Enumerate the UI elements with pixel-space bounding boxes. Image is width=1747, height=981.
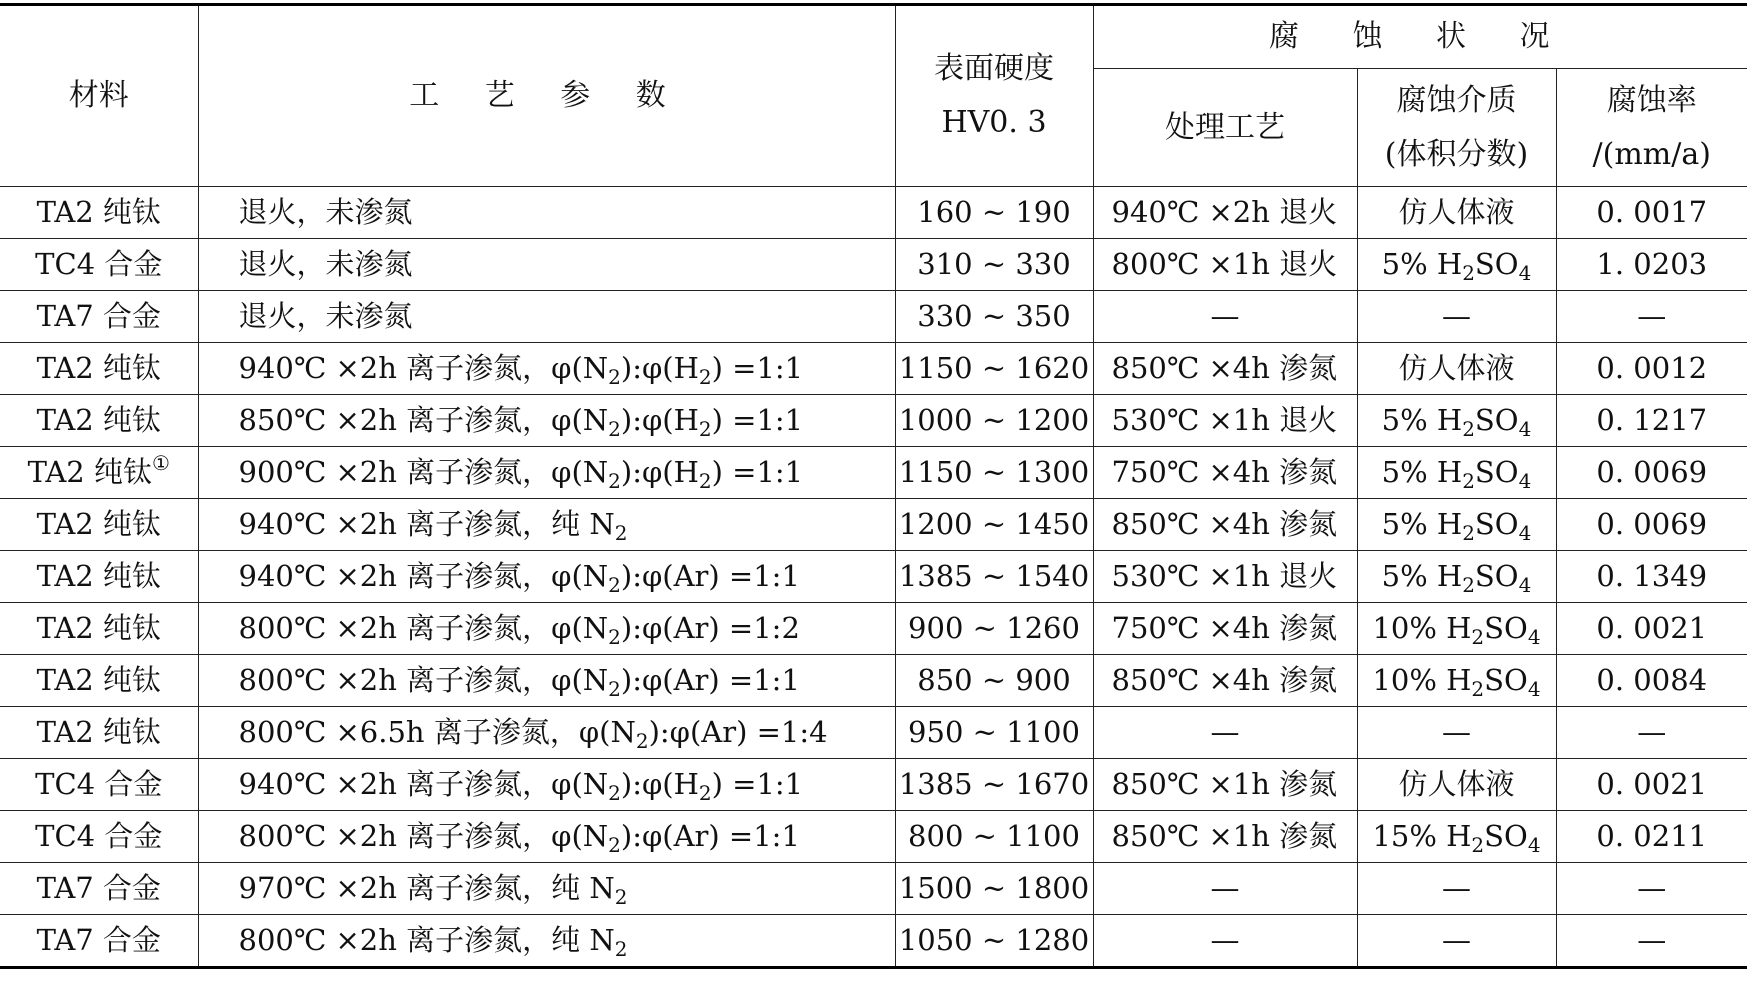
cell-treatment [1093,395,1357,447]
cell-process-params [198,551,895,603]
cell-hardness [895,447,1093,499]
cell-medium-text: 仿人体液 [1398,351,1515,385]
cell-hardness-text: 160 ~ 190 [917,195,1071,229]
cell-treatment [1093,343,1357,395]
cell-hardness [895,863,1093,915]
cell-medium [1357,603,1556,655]
cell-material-text: TA2 纯钛 [36,403,161,437]
cell-treatment-text: 800℃ ×1h 退火 [1111,247,1338,281]
cell-medium-text: 15% $H_2SO_4$ [1372,819,1541,857]
header-treatment: 处理工艺 [1093,69,1357,187]
cell-material-text: TA7 合金 [36,299,161,333]
table-row [0,655,1747,707]
cell-material [0,863,198,915]
cell-hardness [895,343,1093,395]
cell-medium-text: 5% $H_2SO_4$ [1381,559,1532,597]
cell-material-text: TA2 纯钛 [36,195,161,229]
table-row [0,551,1747,603]
table-row [0,291,1747,343]
cell-rate-text: 0. 0069 [1596,455,1708,489]
cell-rate-text: 0. 1217 [1596,403,1708,437]
cell-rate [1556,863,1747,915]
cell-process-params-text: 900℃ ×2h 离子渗氮，$\varphi(N_2):\varphi(H_2)$ =1:1 [238,455,804,493]
table-row [0,395,1747,447]
cell-treatment-text: 850℃ ×4h 渗氮 [1111,663,1338,697]
cell-hardness [895,811,1093,863]
cell-treatment [1093,915,1357,968]
cell-medium [1357,239,1556,291]
cell-material [0,551,198,603]
cell-medium [1357,655,1556,707]
cell-treatment-text: — [1210,299,1240,333]
header-hardness [895,5,1093,187]
cell-hardness [895,499,1093,551]
cell-rate-text: 0. 0012 [1596,351,1708,385]
cell-rate [1556,343,1747,395]
cell-hardness [895,395,1093,447]
cell-rate [1556,239,1747,291]
cell-hardness [895,915,1093,968]
header-medium-line1: 腐蚀介质 [1396,82,1517,118]
cell-material-text: TA7 合金 [36,923,161,957]
cell-hardness-text: 1150 ~ 1300 [898,455,1090,489]
cell-material [0,811,198,863]
cell-process-params [198,395,895,447]
cell-material [0,395,198,447]
header-hardness-line1: 表面硬度 [934,51,1054,86]
cell-rate [1556,395,1747,447]
cell-material [0,707,198,759]
table-row [0,343,1747,395]
cell-material [0,291,198,343]
cell-material-text: TA2 纯钛 [36,611,161,645]
cell-treatment [1093,447,1357,499]
cell-medium-text: — [1442,299,1471,333]
cell-process-params-text: 800℃ ×2h 离子渗氮，$\varphi(N_2):\varphi(Ar)$ =1:1 [238,819,800,857]
cell-rate [1556,655,1747,707]
cell-medium [1357,811,1556,863]
cell-hardness-text: 1385 ~ 1670 [898,767,1090,801]
cell-treatment-text: 850℃ ×1h 渗氮 [1111,767,1338,801]
cell-rate [1556,759,1747,811]
header-rate [1556,69,1747,187]
cell-medium-text: — [1442,715,1471,749]
nitriding-corrosion-table [0,3,1747,969]
cell-process-params [198,863,895,915]
table-body [0,187,1747,968]
cell-process-params [198,655,895,707]
cell-process-params-text: 退火，未渗氮 [238,247,413,281]
cell-treatment [1093,499,1357,551]
cell-medium-text: 5% $H_2SO_4$ [1381,403,1532,441]
cell-process-params-text: 940℃ ×2h 离子渗氮，$\varphi(N_2):\varphi(Ar)$ =1:1 [238,559,800,597]
cell-rate [1556,291,1747,343]
cell-rate-text: 0. 0069 [1596,507,1708,541]
cell-process-params [198,447,895,499]
header-rate-line2: /(mm/a) [1592,136,1711,172]
cell-rate-text: — [1637,299,1667,333]
cell-material-text: TC4 合金 [35,819,163,853]
cell-treatment-text: 850℃ ×4h 渗氮 [1111,507,1338,541]
cell-treatment [1093,759,1357,811]
cell-process-params [198,811,895,863]
header-material: 材料 [0,5,198,187]
cell-hardness-text: 1500 ~ 1800 [898,871,1090,905]
cell-process-params-text: 970℃ ×2h 离子渗氮，纯 $N_2$ [238,871,628,909]
cell-medium [1357,187,1556,239]
cell-rate-text: 0. 0211 [1596,819,1708,853]
cell-process-params [198,499,895,551]
cell-medium-text: 5% $H_2SO_4$ [1381,247,1532,285]
cell-hardness-text: 1150 ~ 1620 [898,351,1090,385]
cell-treatment-text: 530℃ ×1h 退火 [1111,403,1338,437]
cell-material [0,655,198,707]
cell-material-text: TA2 纯钛 [27,455,152,489]
cell-medium-text: 仿人体液 [1398,767,1515,801]
cell-rate-text: 0. 0021 [1596,767,1708,801]
cell-material-text: TA7 合金 [36,871,161,905]
cell-material [0,759,198,811]
cell-rate [1556,707,1747,759]
cell-medium [1357,291,1556,343]
cell-treatment-text: — [1210,871,1240,905]
cell-material-text: TC4 合金 [35,247,163,281]
cell-rate-text: 0. 0017 [1596,195,1708,229]
cell-material [0,343,198,395]
cell-hardness [895,239,1093,291]
cell-material-text: TA2 纯钛 [36,663,161,697]
cell-material [0,915,198,968]
cell-hardness-text: 310 ~ 330 [917,247,1071,281]
cell-rate-text: 1. 0203 [1596,247,1708,281]
cell-treatment [1093,655,1357,707]
header-process-params: 工 艺 参 数 [198,5,895,187]
header-corrosion: 腐 蚀 状 况 [1093,5,1747,69]
header-rate-line1: 腐蚀率 [1606,82,1697,118]
cell-rate-text: — [1637,923,1667,957]
cell-treatment [1093,551,1357,603]
cell-treatment-text: 750℃ ×4h 渗氮 [1111,455,1338,489]
cell-treatment-text: 530℃ ×1h 退火 [1111,559,1338,593]
cell-material-text: TA2 纯钛 [36,507,161,541]
cell-hardness [895,707,1093,759]
table-row [0,915,1747,968]
cell-medium [1357,499,1556,551]
cell-treatment-text: 750℃ ×4h 渗氮 [1111,611,1338,645]
cell-rate-text: 0. 1349 [1596,559,1708,593]
table-header [0,5,1747,187]
cell-process-params-text: 940℃ ×2h 离子渗氮，纯 $N_2$ [238,507,628,545]
cell-material-text: TA2 纯钛 [36,559,161,593]
cell-medium-text: 仿人体液 [1398,195,1515,229]
table-row [0,707,1747,759]
cell-material-text: TC4 合金 [35,767,163,801]
cell-medium [1357,395,1556,447]
table-row [0,759,1747,811]
cell-hardness-text: 900 ~ 1260 [908,611,1080,645]
cell-hardness [895,551,1093,603]
cell-medium [1357,863,1556,915]
cell-process-params [198,759,895,811]
cell-medium-text: 10% $H_2SO_4$ [1372,663,1541,701]
cell-treatment [1093,603,1357,655]
cell-rate-text: — [1637,715,1667,749]
cell-hardness [895,291,1093,343]
cell-process-params [198,707,895,759]
cell-treatment-text: 850℃ ×1h 渗氮 [1111,819,1338,853]
cell-hardness-text: 1385 ~ 1540 [898,559,1090,593]
cell-rate [1556,603,1747,655]
cell-process-params-text: 940℃ ×2h 离子渗氮，$\varphi(N_2):\varphi(H_2)$ =1:1 [238,767,804,805]
cell-material-text: TA2 纯钛 [36,715,161,749]
table-row [0,447,1747,499]
cell-treatment [1093,811,1357,863]
cell-hardness-text: 1000 ~ 1200 [898,403,1090,437]
header-medium [1357,69,1556,187]
cell-material [0,187,198,239]
cell-process-params-text: 退火，未渗氮 [238,299,413,333]
cell-process-params-text: 800℃ ×2h 离子渗氮，$\varphi(N_2):\varphi(Ar)$ =1:1 [238,663,800,701]
cell-treatment [1093,291,1357,343]
cell-material-text: TA2 纯钛 [36,351,161,385]
cell-hardness [895,603,1093,655]
cell-process-params-text: 800℃ ×6.5h 离子渗氮，$\varphi(N_2):\varphi(Ar)$ =1:4 [238,715,828,753]
cell-treatment [1093,239,1357,291]
cell-rate [1556,915,1747,968]
cell-hardness-text: 1050 ~ 1280 [898,923,1090,957]
cell-rate-text: — [1637,871,1667,905]
cell-hardness [895,187,1093,239]
cell-rate [1556,551,1747,603]
cell-treatment [1093,863,1357,915]
cell-process-params-text: 940℃ ×2h 离子渗氮，$\varphi(N_2):\varphi(H_2)$ =1:1 [238,351,804,389]
cell-rate [1556,187,1747,239]
cell-hardness-text: 800 ~ 1100 [908,819,1080,853]
cell-hardness [895,759,1093,811]
cell-process-params [198,603,895,655]
table-row [0,187,1747,239]
cell-process-params [198,187,895,239]
table-row [0,811,1747,863]
cell-process-params-text: 退火，未渗氮 [238,195,413,229]
cell-process-params [198,343,895,395]
cell-process-params-text: 800℃ ×2h 离子渗氮，纯 $N_2$ [238,923,628,961]
cell-process-params-text: 800℃ ×2h 离子渗氮，$\varphi(N_2):\varphi(Ar)$ =1:2 [238,611,800,649]
cell-rate [1556,811,1747,863]
cell-medium-text: 10% $H_2SO_4$ [1372,611,1541,649]
cell-hardness-text: 950 ~ 1100 [908,715,1080,749]
cell-medium-text: — [1442,871,1471,905]
cell-medium [1357,707,1556,759]
cell-treatment [1093,707,1357,759]
header-hardness-line2: HV0. 3 [941,105,1047,140]
cell-treatment-text: 850℃ ×4h 渗氮 [1111,351,1338,385]
table-row [0,863,1747,915]
cell-rate [1556,499,1747,551]
cell-hardness-text: 330 ~ 350 [917,299,1071,333]
cell-process-params [198,239,895,291]
cell-hardness-text: 1200 ~ 1450 [898,507,1090,541]
cell-medium-text: 5% $H_2SO_4$ [1381,507,1532,545]
cell-medium [1357,915,1556,968]
cell-treatment-text: — [1210,923,1240,957]
footnote-marker: ① [151,451,170,475]
cell-material [0,447,198,499]
cell-process-params [198,915,895,968]
cell-hardness [895,655,1093,707]
cell-medium [1357,447,1556,499]
cell-rate-text: 0. 0084 [1596,663,1708,697]
cell-medium [1357,551,1556,603]
header-medium-line2: (体积分数) [1384,136,1529,172]
cell-medium-text: 5% $H_2SO_4$ [1381,455,1532,493]
cell-medium-text: — [1442,923,1471,957]
cell-rate [1556,447,1747,499]
cell-material [0,603,198,655]
cell-treatment [1093,187,1357,239]
cell-medium [1357,343,1556,395]
cell-treatment-text: — [1210,715,1240,749]
table-row [0,603,1747,655]
cell-hardness-text: 850 ~ 900 [917,663,1071,697]
table-row [0,499,1747,551]
cell-process-params-text: 850℃ ×2h 离子渗氮，$\varphi(N_2):\varphi(H_2)$ =1:1 [238,403,804,441]
cell-treatment-text: 940℃ ×2h 退火 [1111,195,1338,229]
cell-material [0,499,198,551]
cell-medium [1357,759,1556,811]
table-row [0,239,1747,291]
cell-process-params [198,291,895,343]
cell-rate-text: 0. 0021 [1596,611,1708,645]
cell-material [0,239,198,291]
